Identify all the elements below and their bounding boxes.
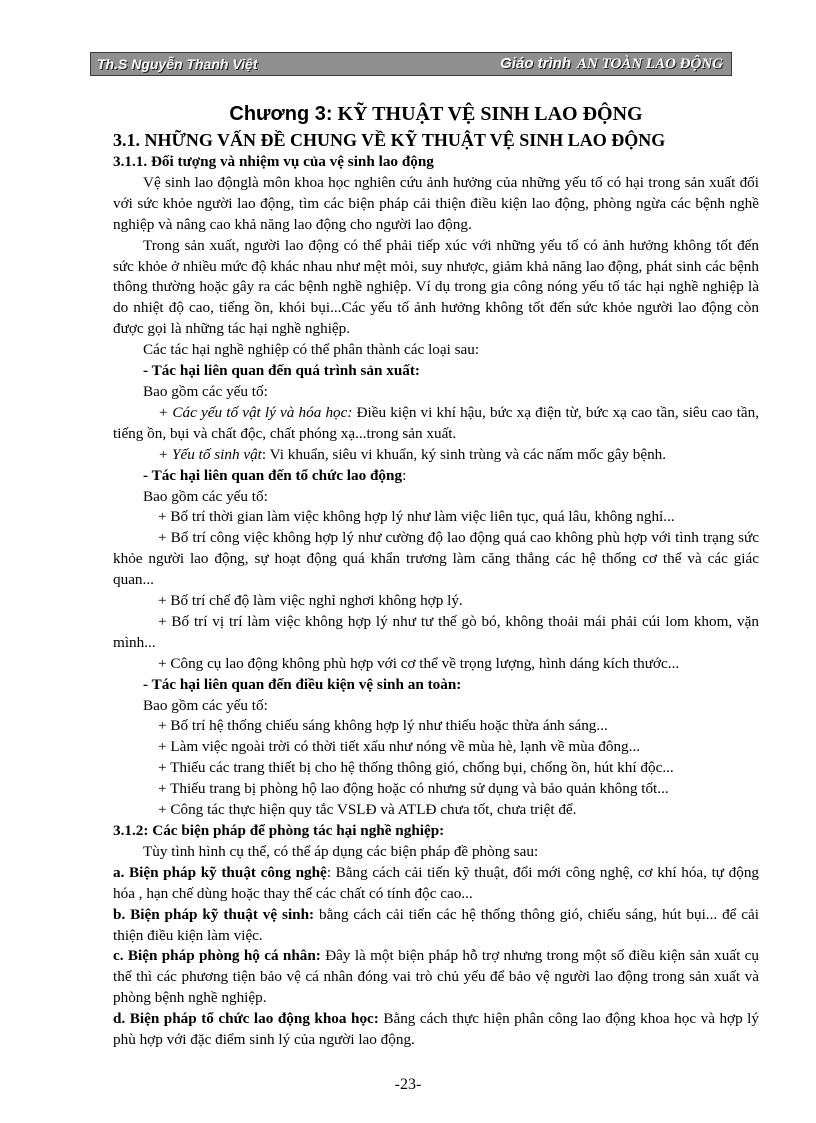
measure-label: c. Biện pháp phòng hộ cá nhân: (113, 947, 321, 965)
chapter-text: KỸ THUẬT VỆ SINH LAO ĐỘNG (337, 103, 643, 125)
subsection-title-2: 3.1.2: Các biện pháp để phòng tác hại nghề nghiệp: (113, 822, 445, 839)
group-title-production: - Tác hại liên quan đến quá trình sản xuất: (143, 362, 420, 380)
running-header (90, 52, 732, 76)
paragraph: Các tác hại nghề nghiệp có thể phân thành các loại sau: (143, 341, 480, 359)
group-title-hygiene: - Tác hại liên quan đến điều kiện vệ sinh an toàn: (143, 675, 462, 693)
measure-label: d. Biện pháp tổ chức lao động khoa học: (113, 1010, 379, 1028)
chapter-prefix: Chương 3: (229, 103, 333, 125)
list-item: + Làm việc ngoài trời có thời tiết xấu như nóng về mùa hè, lạnh về mùa đông... (158, 738, 641, 756)
item-label: + Các yếu tố vật lý và hóa học: (158, 403, 353, 421)
list-item: + Bố trí công việc không hợp lý như cường độ lao động quá cao không phù hợp với tình trạng sức khỏe người lao động, sự hoạt động quá khẩn trương làm căng thẳng các hệ thống cơ thể và các giác quan... (113, 529, 759, 589)
subsection-title-1: 3.1.1. Đối tượng và nhiệm vụ của vệ sinh lao động (113, 153, 434, 170)
header-book-title: AN TOÀN LAO ĐỘNG (577, 56, 723, 72)
list-item: + Thiếu trang bị phòng hộ lao động hoặc có nhưng sử dụng và bảo quản không tốt... (158, 780, 669, 798)
group-title-text: - Tác hại liên quan đến tổ chức lao động (143, 466, 403, 484)
paragraph: Tùy tình hình cụ thể, có thể áp dụng các biện pháp đề phòng sau: (143, 842, 539, 860)
list-item: + Bố trí vị trí làm việc không hợp lý như tư thế gò bó, không thoải mái phải cúi lom khom, vặn mình... (113, 612, 759, 651)
measure-text: bằng cách cải tiến các hệ thống thông gió, chiếu sáng, hút bụi... để cải thiện điều kiện làm việc. (113, 905, 760, 944)
list-item: + Công cụ lao động không phù hợp với cơ thể về trọng lượng, hình dáng kích thước... (158, 654, 680, 672)
chapter-title (113, 101, 759, 127)
measure-text: Bằng cách thực hiện phân công lao động khoa học và hợp lý phù hợp với đặc điểm sinh lý của người lao động. (113, 1010, 759, 1049)
paragraph: Trong sản xuất, người lao động có thể phải tiếp xúc với những yếu tố có ảnh hưởng không tốt đến sức khỏe ở nhiều mức độ khác nhau như mệt mỏi, suy nhược, giảm khả năng lao động, phát sinh các bệnh thông thường hoặc gây ra các bệnh nghề nghiệp. Ví dụ trong gia công nóng yếu tố tác hại nghề nghiệp là do nhiệt độ cao, tiếng ồn, khói bụi...Các yếu tố ảnh hưởng không tốt đến sức khỏe người lao động còn được gọi là những tác hại nghề nghiệp. (113, 236, 759, 338)
measure-item (113, 905, 759, 947)
measure-text: Đây là một biện pháp hỗ trợ nhưng trong một số điều kiện sản xuất cụ thể thì các phương tiện bảo vệ cá nhân đóng vai trò chủ yếu để bảo vệ người lao động trong sản xuất và phòng bệnh nghề nghiệp. (113, 947, 759, 1007)
item-text: : Vi khuẩn, siêu vi khuẩn, ký sinh trùng và các nấm mốc gây bệnh. (261, 445, 667, 463)
list-item: + Bố trí hệ thống chiếu sáng không hợp lý như thiếu hoặc thừa ánh sáng... (158, 717, 608, 735)
page-content (113, 101, 759, 1051)
group-title-organization (113, 466, 759, 487)
measure-item (113, 863, 759, 905)
measure-label: b. Biện pháp kỹ thuật vệ sinh: (113, 905, 315, 923)
group-intro: Bao gồm các yếu tố: (143, 382, 268, 400)
group-intro: Bao gồm các yếu tố: (143, 696, 268, 714)
list-item: + Thiếu các trang thiết bị cho hệ thống thông gió, chống bụi, chống ồn, hút khí độc... (158, 759, 674, 777)
list-item (113, 445, 759, 466)
page-number: -23- (394, 1076, 422, 1093)
list-item: + Bố trí thời gian làm việc không hợp lý như làm việc liên tục, quá lâu, không nghỉ... (158, 508, 675, 526)
measure-label: a. Biện pháp kỹ thuật công nghệ (113, 863, 327, 881)
measure-text: : Bằng cách cải tiến kỹ thuật, đổi mới công nghệ, cơ khí hóa, tự động hóa , hạn chế dùng hoặc thay thế các chất có tính độc cao... (113, 863, 760, 902)
measure-item (113, 1009, 759, 1051)
measure-item (113, 946, 759, 1009)
section-title: 3.1. NHỮNG VẤN ĐỀ CHUNG VỀ KỸ THUẬT VỆ SINH LAO ĐỘNG (113, 130, 666, 150)
header-book-prefix: Giáo trình (500, 55, 572, 72)
group-intro: Bao gồm các yếu tố: (143, 487, 268, 505)
item-label: + Yếu tố sinh vật (158, 445, 262, 463)
item-text: Điều kiện vi khí hậu, bức xạ điện từ, bức xạ cao tần, siêu cao tần, tiếng ồn, bụi và chất độc, chất phóng xạ...trong sản xuất. (113, 403, 759, 442)
group-title-colon: : (402, 466, 407, 484)
header-book (500, 55, 723, 73)
list-item: + Bố trí chế độ làm việc nghỉ nghơi không hợp lý. (158, 592, 463, 610)
list-item: + Công tác thực hiện quy tắc VSLĐ và ATLĐ chưa tốt, chưa triệt để. (158, 801, 577, 819)
paragraph: Vệ sinh lao độnglà môn khoa học nghiên cứu ảnh hưởng của những yếu tố có hại trong sản xuất đối với sức khỏe người lao động, tìm các biện pháp cải thiện điều kiện lao động, phòng ngừa các bệnh nghề nghiệp và nâng cao khả năng lao động cho người lao động. (113, 173, 759, 233)
header-author: Th.S Nguyễn Thanh Việt (97, 56, 258, 72)
list-item (113, 403, 759, 445)
